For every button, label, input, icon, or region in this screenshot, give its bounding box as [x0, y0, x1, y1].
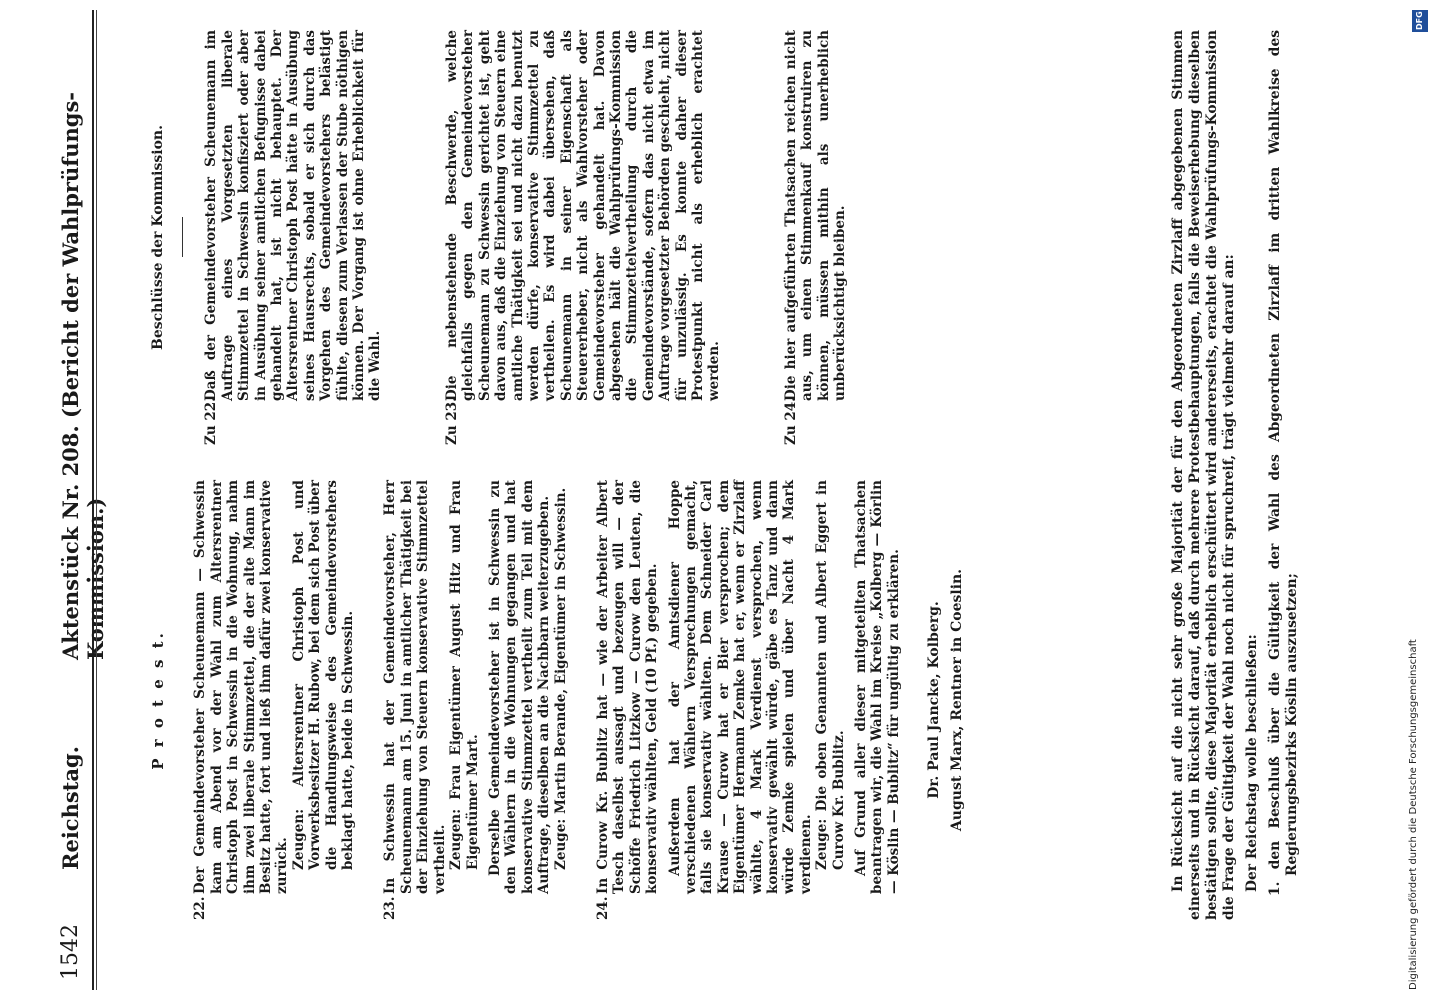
decision-item-22	[203, 30, 383, 445]
resolution-item: 1. den Beschluß über die Gültigkeit der Wahl des Abgeordneten Zirzlaff im dritten Wahlkreise des Regierungsbezirks Köslin auszusetzen;	[1267, 30, 1300, 896]
protest-item-22	[192, 480, 356, 920]
item-text: In Curow Kr. Bublitz hat — wie der Arbeiter Albert Tesch daselbst aussagt und bezeugen will — der Schöffe Friedrich Litzkow — Curow den Leuten, die konservativ wählten, Geld (10 Pf.) gegeben.	[594, 480, 661, 894]
page-header	[52, 10, 108, 990]
item-number: Zu 22.	[203, 397, 220, 445]
item-text: Die hier aufgeführten Thatsachen reichen nicht aus, um einen Stimmenkauf konstruiren zu können, müssen mithin als unerheblich unberücksichtigt bleiben.	[782, 30, 848, 401]
resolution-paragraph: In Rücksicht auf die nicht sehr große Majorität der für den Abgeordneten Zirzlaff abgegebenen Stimmen einerseits und in Rücksicht darauf, daß durch mehrere Protestbehauptungen, falls die Beweiserhebung dieselben bestätigen sollte, diese Majorität erheblich erschüttert wird andererseits, erachtet die Wahlprüfungs-Kommission die Frage der Gültigkeit der Wahl noch nicht für spruchreif, trägt vielmehr darauf an:	[1170, 30, 1237, 920]
resolution-motion: Der Reichstag wolle beschließen:	[1244, 634, 1260, 892]
item-witness: Zeugen: Frau Eigentümer August Hitz und Frau Eigentümer Mart.	[448, 480, 481, 870]
digitization-note	[1408, 10, 1430, 990]
item-witness: Zeuge: Die oben Genannten und Albert Eggert in Curow Kr. Bublitz.	[814, 480, 847, 870]
item-text: Daß der Gemeindevorsteher Scheunemann im Auftrage eines Vorgesetzten liberale Stimmzettel in Schwessin konfisziert oder aber in Ausübung seiner amtlichen Befugnisse dabei gehandelt hat, ist nicht behauptet. Der Altersrentner Christoph Post hätte in Ausübung seines Hausrechts, sobald er sich durch das Vorgehen des Gemeindevorstehers belästigt fühlte, diesen zum Verlassen der Stube nöthigen können. Der Vorgang ist ohne Erheblichkeit für die Wahl.	[203, 30, 384, 401]
heading-rule	[182, 218, 183, 258]
item-number: 22.	[192, 896, 209, 920]
page-number: 1542	[58, 924, 83, 980]
protest-item-24	[595, 480, 902, 920]
signature: Dr. Paul Jancke, Kolberg.	[926, 601, 943, 799]
document-title: Aktenstück Nr. 208. (Bericht der Wahlprüfungs-Kommission.)	[58, 91, 108, 660]
signature: August Marx, Rentner in Coeslin.	[948, 568, 965, 832]
protest-heading: P r o t e s t.	[149, 630, 167, 770]
item-number: Zu 24.	[782, 397, 799, 445]
decision-item-23	[444, 30, 723, 445]
protest-column	[150, 480, 965, 920]
item-witness: Zeugen: Altersrentner Christoph Post und Vorwerksbesitzer H. Rubow, bei dem sich Post über die Handlungsweise des Gemeindevorstehers beklagt hatte, beide in Schwessin.	[290, 480, 357, 870]
item-witness: Zeuge: Martin Berande, Eigentümer in Schwessin.	[552, 487, 569, 870]
item-number: 24.	[594, 896, 611, 920]
item-paragraph: Derselbe Gemeindevorsteher ist in Schwessin zu den Wählern in die Wohnungen gegangen und hat konservative Stimmzettel vertheilt zum Teil mit dem Auftrage, dieselben an die Nachbarn weiterzugeben.	[486, 480, 553, 894]
protest-item-23	[382, 480, 568, 920]
commission-heading: Beschlüsse der Kommission.	[150, 125, 166, 350]
header-rule	[96, 10, 97, 990]
commission-column	[150, 30, 848, 445]
item-paragraph: Außerdem hat der Amtsdiener Hoppe verschiedenen Wählern Versprechungen gemacht, falls sie konservativ wählten. Dem Schneider Carl Krause — Curow hat er Bier versprochen; dem Eigentümer Hermann Zemke hat er, wenn er Zirzlaff wählte, 4 Mark Verdienst versprochen, wenn konservativ gewählt würde, gäbe es Tanz und dann würde Zemke spielen und über Nacht 4 Mark verdienen.	[666, 480, 814, 894]
digitization-note-text: Digitalisierung gefördert durch die Deutsche Forschungsgemeinschaft	[1408, 639, 1419, 990]
item-paragraph: Auf Grund aller dieser mitgeteilten Thatsachen beantragen wir, die Wahl im Kreise „Kolberg — Körlin — Köslin — Bublitz“ für ungültig zu erklären.	[853, 480, 902, 894]
item-number: 23.	[382, 896, 399, 920]
decision-item-24	[783, 30, 849, 445]
item-text: In Schwessin hat der Gemeindevorsteher, Herr Scheunemann am 15. Juni in amtlicher Thätigkeit bei der Einziehung von Steuern konservative Stimmzettel vertheilt.	[382, 480, 448, 894]
dfg-logo-text: DFG	[1415, 11, 1424, 31]
item-text: Der Gemeindevorsteher Scheunemann — Schwessin kam am Abend vor der Wahl zum Altersrentner Christoph Post in Schwessin in die Wohnung, nahm ihm zwei liberale Stimmzettel, die der alte Mann im Besitz hatte, fort und ließ ihm dafür zwei konservative zurück.	[192, 480, 291, 894]
body-name: Reichstag.	[58, 746, 83, 870]
item-text: Die nebenstehende Beschwerde, welche gleichfalls gegen den Gemeindevorsteher Scheunemann zu Schwessin gerichtet ist, geht davon aus, daß die Einziehung von Steuern eine amtliche Thätigkeit sei und nicht dazu benutzt werden dürfe, konservative Stimmzettel zu vertheilen. Es wird dabei übersehen, daß Scheunemann in seiner Eigenschaft als Steuererheber, nicht als Wahlvorsteher oder Gemeindevorsteher gehandelt hat. Davon abgesehen hält die Wahlprüfungs-Kommission die Stimmzettelvertheilung durch die Gemeindevorstände, sofern das nicht etwa im Auftrage vorgesetzter Behörden geschieht, nicht für unzulässig. Es konnte daher dieser Protestpunkt nicht als erheblich erachtet werden.	[443, 30, 723, 401]
item-number: Zu 23.	[443, 397, 460, 445]
resolution-section	[1170, 30, 1301, 920]
